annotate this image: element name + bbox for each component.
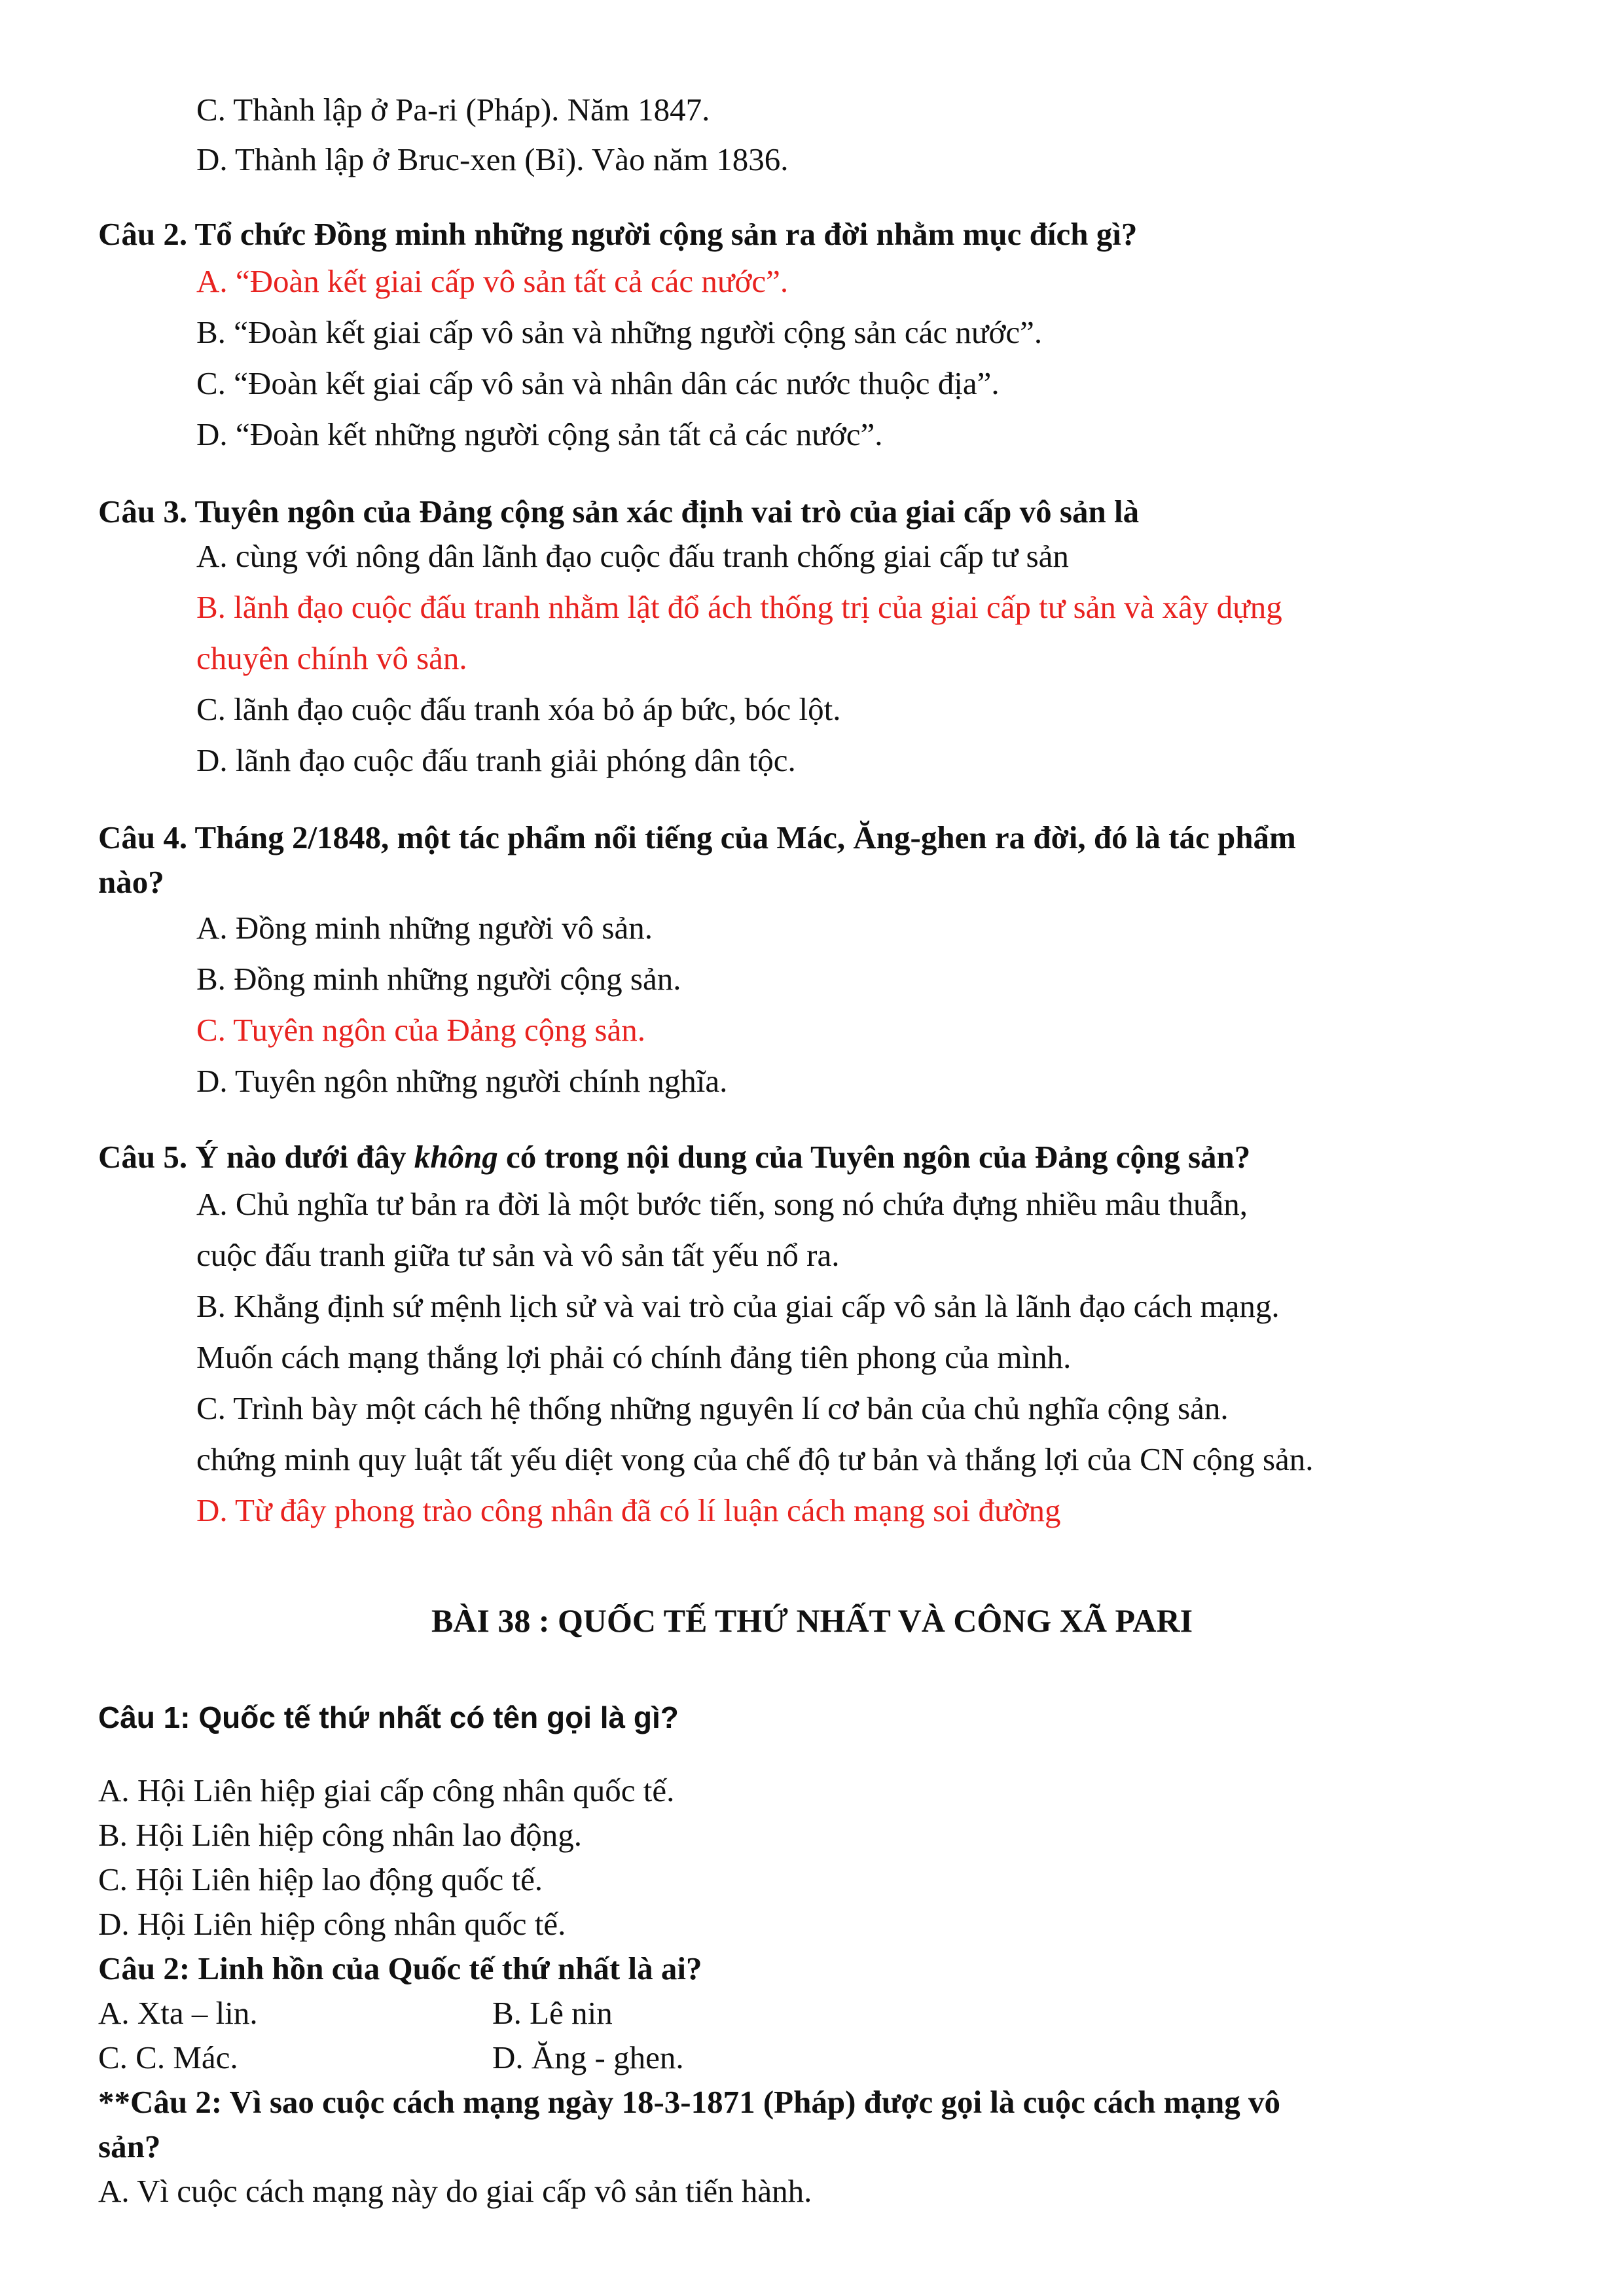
option-line: D. Tuyên ngôn những người chính nghĩa. bbox=[196, 1063, 728, 1099]
option-line: D. “Đoàn kết những người cộng sản tất cả các nước”. bbox=[196, 416, 883, 452]
option-line: A. Chủ nghĩa tư bản ra đời là một bước tiến, song nó chứa đựng nhiều mâu thuẫn, bbox=[196, 1186, 1248, 1222]
option-line: C. lãnh đạo cuộc đấu tranh xóa bỏ áp bức, bóc lột. bbox=[196, 691, 841, 727]
question-title: **Câu 2: Vì sao cuộc cách mạng ngày 18-3-1871 (Pháp) được gọi là cuộc cách mạng vô bbox=[98, 2084, 1280, 2120]
correct-answer: D. Từ đây phong trào công nhân đã có lí luận cách mạng soi đường bbox=[196, 1492, 1061, 1528]
option-line: D. Hội Liên hiệp công nhân quốc tế. bbox=[98, 1906, 566, 1942]
correct-answer: B. lãnh đạo cuộc đấu tranh nhằm lật đổ ách thống trị của giai cấp tư sản và xây dựng bbox=[196, 589, 1282, 625]
option-line: C. Thành lập ở Pa-ri (Pháp). Năm 1847. bbox=[196, 92, 710, 128]
option-line-continued: Muốn cách mạng thắng lợi phải có chính đảng tiên phong của mình. bbox=[196, 1339, 1072, 1375]
option-line: B. Lê nin bbox=[492, 1995, 613, 2031]
option-line: C. “Đoàn kết giai cấp vô sản và nhân dân các nước thuộc địa”. bbox=[196, 365, 1000, 401]
option-line: D. Ăng - ghen. bbox=[492, 2039, 684, 2075]
option-line: B. Khẳng định sứ mệnh lịch sử và vai trò của giai cấp vô sản là lãnh đạo cách mạng. bbox=[196, 1288, 1280, 1324]
correct-answer: A. “Đoàn kết giai cấp vô sản tất cả các nước”. bbox=[196, 263, 789, 299]
emphasis-word: không bbox=[414, 1139, 498, 1175]
correct-answer: C. Tuyên ngôn của Đảng cộng sản. bbox=[196, 1012, 645, 1048]
question-title: Câu 2. Tổ chức Đồng minh những người cộng sản ra đời nhằm mục đích gì? bbox=[98, 216, 1138, 252]
option-line: C. C. Mác. bbox=[98, 2039, 238, 2075]
question-title-continued: nào? bbox=[98, 864, 164, 900]
option-line: A. Hội Liên hiệp giai cấp công nhân quốc tế. bbox=[98, 1772, 675, 1808]
option-line: A. Vì cuộc cách mạng này do giai cấp vô sản tiến hành. bbox=[98, 2173, 812, 2209]
option-line: A. Xta – lin. bbox=[98, 1995, 258, 2031]
option-line-continued: chứng minh quy luật tất yếu diệt vong của chế độ tư bản và thắng lợi của CN cộng sản. bbox=[196, 1441, 1314, 1477]
option-line: B. “Đoàn kết giai cấp vô sản và những người cộng sản các nước”. bbox=[196, 314, 1043, 350]
question-title: Câu 2: Linh hồn của Quốc tế thứ nhất là ai? bbox=[98, 1950, 702, 1986]
option-line: D. lãnh đạo cuộc đấu tranh giải phóng dân tộc. bbox=[196, 742, 796, 778]
correct-answer-continued: chuyên chính vô sản. bbox=[196, 640, 467, 676]
option-line: D. Thành lập ở Bruc-xen (Bỉ). Vào năm 1836. bbox=[196, 141, 789, 177]
question-title: Câu 4. Tháng 2/1848, một tác phẩm nổi tiếng của Mác, Ăng-ghen ra đời, đó là tác phẩm bbox=[98, 819, 1296, 855]
section-heading: BÀI 38 : QUỐC TẾ THỨ NHẤT VÀ CÔNG XÃ PARI bbox=[431, 1602, 1193, 1639]
option-line: B. Đồng minh những người cộng sản. bbox=[196, 961, 681, 997]
question-title: Câu 3. Tuyên ngôn của Đảng cộng sản xác định vai trò của giai cấp vô sản là bbox=[98, 493, 1140, 529]
option-line: B. Hội Liên hiệp công nhân lao động. bbox=[98, 1817, 582, 1853]
question-title-continued: sản? bbox=[98, 2128, 161, 2164]
option-line: A. Đồng minh những người vô sản. bbox=[196, 910, 653, 946]
question-title: Câu 5. Ý nào dưới đây không có trong nội dung của Tuyên ngôn của Đảng cộng sản? bbox=[98, 1139, 1251, 1175]
question-title: Câu 1: Quốc tế thứ nhất có tên gọi là gì? bbox=[98, 1700, 679, 1734]
option-line: C. Hội Liên hiệp lao động quốc tế. bbox=[98, 1861, 543, 1897]
option-line-continued: cuộc đấu tranh giữa tư sản và vô sản tất yếu nổ ra. bbox=[196, 1237, 840, 1273]
option-line: C. Trình bày một cách hệ thống những nguyên lí cơ bản của chủ nghĩa cộng sản. bbox=[196, 1390, 1229, 1426]
option-line: A. cùng với nông dân lãnh đạo cuộc đấu tranh chống giai cấp tư sản bbox=[196, 538, 1069, 574]
